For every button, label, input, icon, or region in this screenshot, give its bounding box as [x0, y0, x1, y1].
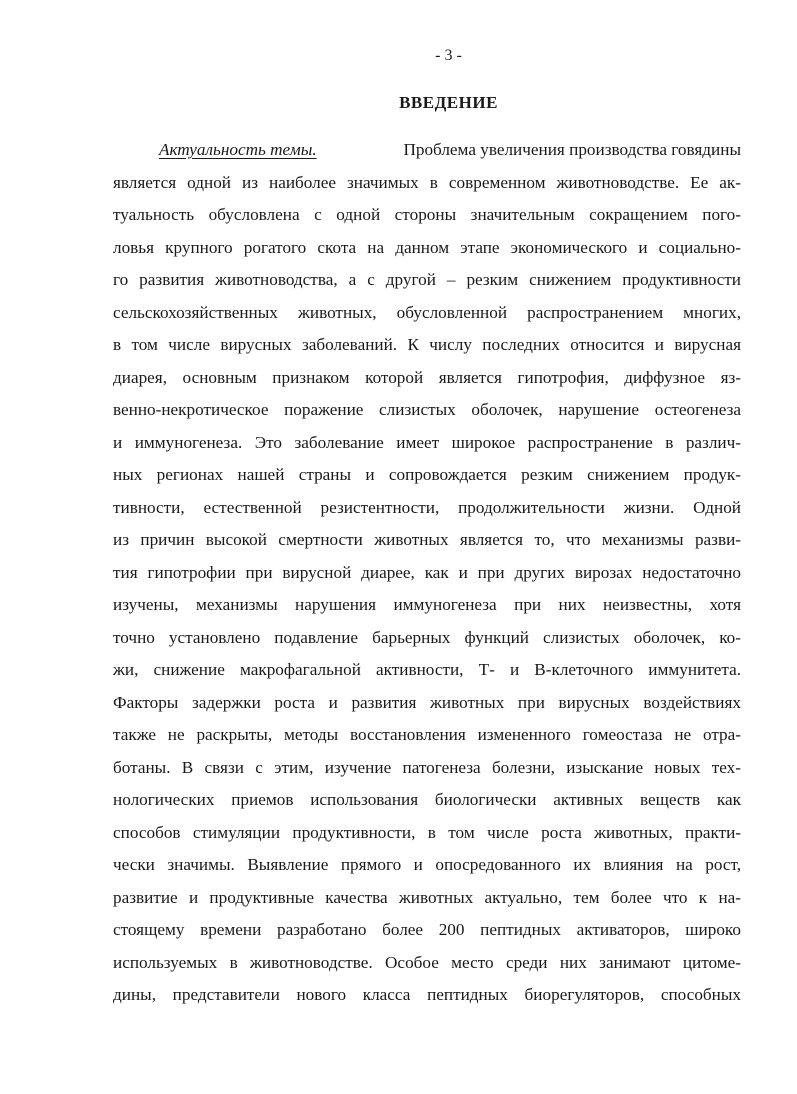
paragraph-line: изучены, механизмы нарушения иммуногенеза при них неизвестны, хотя	[113, 595, 741, 614]
paragraph-line: туальность обусловлена с одной стороны значительным сокращением пого-	[113, 205, 741, 224]
paragraph-line: чески значимы. Выявление прямого и опосредованного их влияния на рост,	[113, 855, 741, 874]
paragraph-line: используемых в животноводстве. Особое место среди них занимают цитоме-	[113, 952, 741, 972]
paragraph-first-line-text: Проблема увеличения производства говядины	[403, 140, 741, 159]
paragraph-lead: Актуальность темы.	[159, 140, 317, 159]
paragraph-line: ных регионах нашей страны и сопровождается резким снижением продук-	[113, 465, 741, 484]
paragraph-line: тия гипотрофии при вирусной диарее, как и при других вирозах недостаточно	[113, 562, 741, 582]
paragraph-line: Факторы задержки роста и развития животных при вирусных воздействиях	[113, 692, 741, 712]
paragraph-line: из причин высокой смертности животных является то, что механизмы разви-	[113, 530, 741, 549]
paragraph-line: является одной из наиболее значимых в современном животноводстве. Ее ак-	[113, 172, 741, 192]
section-heading: ВВЕДЕНИЕ	[399, 93, 498, 112]
paragraph-line: венно-некротическое поражение слизистых оболочек, нарушение остеогенеза	[113, 400, 741, 419]
paragraph-line: стоящему времени разработано более 200 пептидных активаторов, широко	[113, 920, 741, 939]
paragraph-line: также не раскрыты, методы восстановления измененного гомеостаза не отра-	[113, 725, 741, 744]
paragraph-line: ловья крупного рогатого скота на данном этапе экономического и социально-	[113, 237, 741, 257]
paragraph-line: дины, представители нового класса пептидных биорегуляторов, способных	[113, 985, 741, 1004]
paragraph-lines	[113, 167, 741, 1012]
page-number: - 3 -	[435, 47, 462, 64]
paragraph-line: в том числе вирусных заболеваний. К числу последних относится и вирусная	[113, 335, 741, 354]
paragraph-line: ботаны. В связи с этим, изучение патогенеза болезни, изыскание новых тех-	[113, 757, 741, 777]
body-paragraph	[113, 134, 741, 1012]
paragraph-line: жи, снижение макрофагальной активности, Т- и В-клеточного иммунитета.	[113, 660, 741, 679]
paragraph-line: точно установлено подавление барьерных функций слизистых оболочек, ко-	[113, 627, 741, 647]
paragraph-line: и иммуногенеза. Это заболевание имеет широкое распространение в различ-	[113, 432, 741, 452]
paragraph-line: сельскохозяйственных животных, обусловленной распространением многих,	[113, 302, 741, 322]
paragraph-first-line	[113, 134, 741, 167]
paragraph-line: нологических приемов использования биологически активных веществ как	[113, 790, 741, 809]
paragraph-line: способов стимуляции продуктивности, в том числе роста животных, практи-	[113, 822, 741, 842]
paragraph-line: го развития животноводства, а с другой – резким снижением продуктивности	[113, 270, 741, 289]
paragraph-line: развитие и продуктивные качества животных актуально, тем более что к на-	[113, 887, 741, 907]
paragraph-line: диарея, основным признаком которой является гипотрофия, диффузное яз-	[113, 367, 741, 387]
paragraph-line: тивности, естественной резистентности, продолжительности жизни. Одной	[113, 497, 741, 517]
